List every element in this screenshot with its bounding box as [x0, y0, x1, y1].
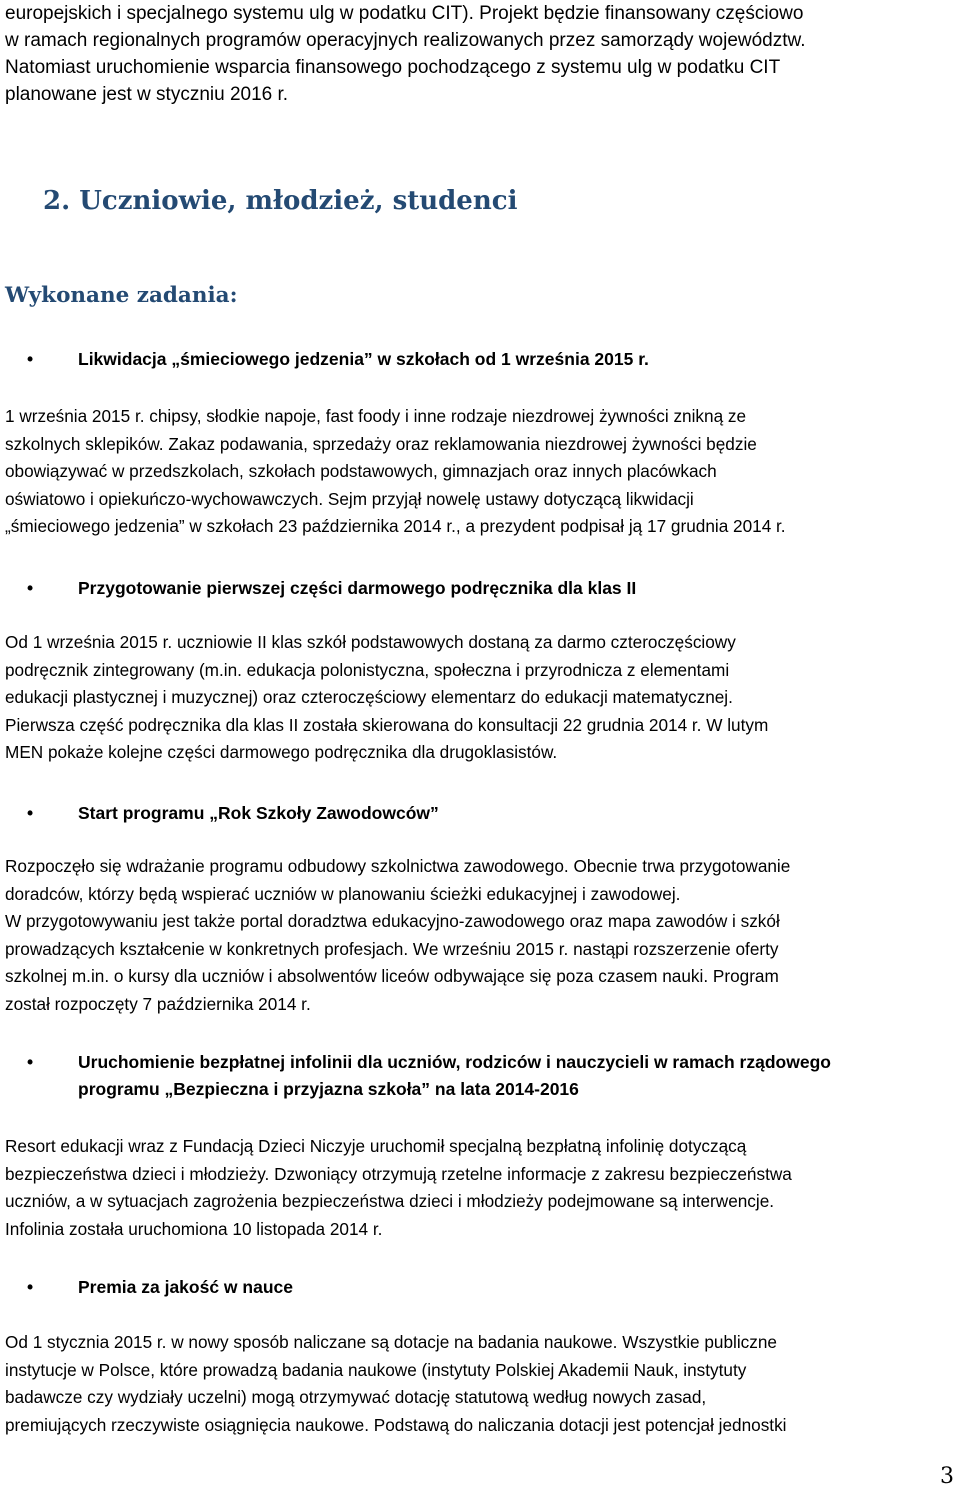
bullet-item-body [5, 403, 957, 541]
text-line: podręcznik zintegrowany (m.in. edukacja polonistyczna, społeczna i przyrodnicza z elementami [5, 659, 730, 680]
bullet-title-line: Premia za jakość w nauce [78, 1277, 293, 1297]
text-line: premiujących rzeczywiste osiągnięcia naukowe. Podstawą do naliczania dotacji jest potencjał jednostki [5, 1414, 787, 1435]
text-line: badawcze czy wydziały uczelni) mogą otrzymywać dotację statutową według nowych zasad, [5, 1387, 707, 1408]
section-heading: 2. Uczniowie, młodzież, studenci [43, 186, 518, 216]
text-line: W przygotowywaniu jest także portal doradztwa edukacyjno-zawodowego oraz mapa zawodów i szkół [5, 911, 780, 932]
text-line: doradców, którzy będą wspierać uczniów w planowaniu ścieżki edukacyjnej i zawodowej. [5, 883, 681, 904]
bullet-title-line: Likwidacja „śmieciowego jedzenia” w szkołach od 1 września 2015 r. [78, 349, 649, 369]
text-line: oświatowo i opiekuńczo-wychowawczych. Sejm przyjął nowelę ustawy dotyczącą likwidacji [5, 488, 694, 509]
text-line: Pierwsza część podręcznika dla klas II została skierowana do konsultacji 22 grudnia 2014 r. W lutym [5, 714, 769, 735]
bullet-icon: • [27, 803, 34, 823]
bullet-item-body [5, 1329, 957, 1439]
bullet-title-line: Uruchomienie bezpłatnej infolinii dla uczniów, rodziców i nauczycieli w ramach rządowego [78, 1052, 831, 1072]
text-line: został rozpoczęty 7 października 2014 r. [5, 993, 311, 1014]
text-line: uczniów, a w sytuacjach zagrożenia bezpieczeństwa dzieci i młodzieży podejmowane są interwencje. [5, 1191, 775, 1212]
bullet-title-line: programu „Bezpieczna i przyjazna szkoła” na lata 2014-2016 [78, 1079, 579, 1099]
text-line: Rozpoczęło się wdrażanie programu odbudowy szkolnictwa zawodowego. Obecnie trwa przygotowanie [5, 856, 791, 876]
text-line: bezpieczeństwa dzieci i młodzieży. Dzwoniący otrzymują rzetelne informacje z zakresu bezpieczeństwa [5, 1163, 792, 1184]
text-line: Od 1 stycznia 2015 r. w nowy sposób naliczane są dotacje na badania naukowe. Wszystkie publiczne [5, 1332, 777, 1352]
text-line: instytucje w Polsce, które prowadzą badania naukowe (instytuty Polskiej Akademii Nauk, instytuty [5, 1359, 747, 1380]
text-line: prowadzących kształcenie w konkretnych profesjach. We wrześniu 2015 r. nastąpi rozszerzenie oferty [5, 938, 779, 959]
text-line: szkolnych sklepików. Zakaz podawania, sprzedaży oraz reklamowania niezdrowej żywności będzie [5, 433, 757, 454]
bullet-icon: • [27, 1052, 34, 1072]
text-line: szkolnej m.in. o kursy dla uczniów i absolwentów liceów odbywające się poza czasem nauki. Program [5, 966, 779, 987]
text-line: „śmieciowego jedzenia” w szkołach 23 października 2014 r., a prezydent podpisał ją 17 grudnia 2014 r. [5, 516, 786, 537]
text-line: MEN pokaże kolejne części darmowego podręcznika dla drugoklasistów. [5, 742, 558, 763]
bullet-title-line: Przygotowanie pierwszej części darmowego podręcznika dla klas II [78, 578, 637, 598]
text-line: Infolinia została uruchomiona 10 listopada 2014 r. [5, 1218, 383, 1239]
subheading: Wykonane zadania: [5, 283, 238, 308]
bullet-title-line: Start programu „Rok Szkoły Zawodowców” [78, 803, 439, 823]
text-line: obowiązywać w przedszkolach, szkołach podstawowych, gimnazjach oraz innych placówkach [5, 461, 717, 482]
bullet-item-body [5, 629, 957, 767]
bullet-icon: • [27, 1277, 34, 1297]
bullet-item-body [5, 1133, 957, 1243]
text-line: Od 1 września 2015 r. uczniowie II klas szkół podstawowych dostaną za darmo czteroczęściowy [5, 632, 736, 652]
text-line: Natomiast uruchomienie wsparcia finansowego pochodzącego z systemu ulg w podatku CIT [5, 57, 781, 78]
text-line: Resort edukacji wraz z Fundacją Dzieci Niczyje uruchomił specjalną bezpłatną infolinię dotyczącą [5, 1136, 747, 1156]
bullet-icon: • [27, 349, 34, 369]
text-line: europejskich i specjalnego systemu ulg w podatku CIT). Projekt będzie finansowany częściowo [5, 3, 804, 24]
bullet-icon: • [27, 578, 34, 598]
text-line: planowane jest w styczniu 2016 r. [5, 84, 289, 105]
text-line: edukacji plastycznej i muzycznej) oraz czteroczęściowy elementarz do edukacji matematycznej. [5, 687, 733, 708]
text-line: w ramach regionalnych programów operacyjnych realizowanych przez samorządy województw. [5, 30, 806, 51]
bullet-item-body [5, 853, 957, 1019]
intro-paragraph [5, 0, 955, 108]
text-line: 1 września 2015 r. chipsy, słodkie napoje, fast foody i inne rodzaje niezdrowej żywności znikną ze [5, 406, 747, 426]
page-number: 3 [940, 1464, 954, 1489]
